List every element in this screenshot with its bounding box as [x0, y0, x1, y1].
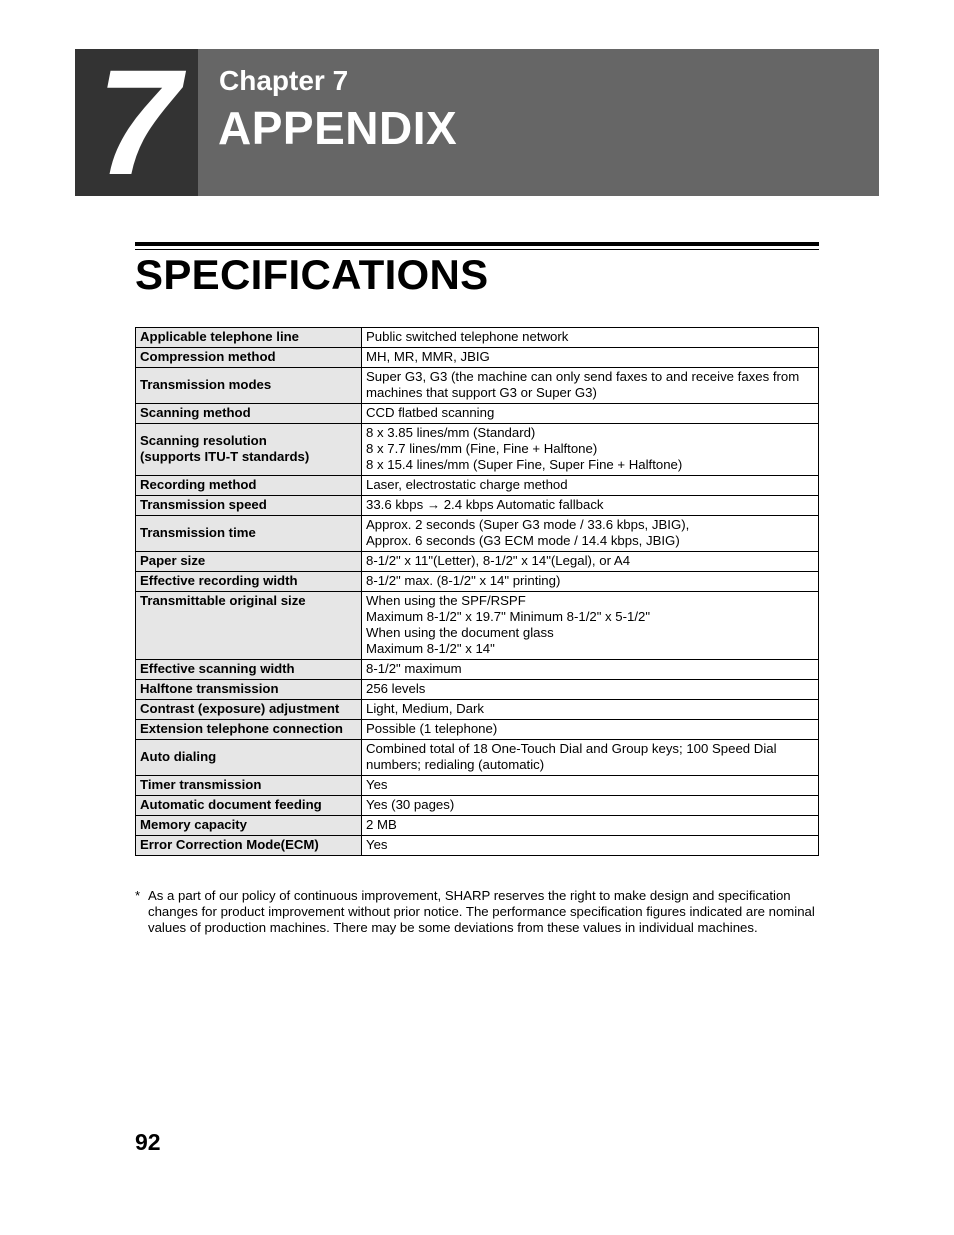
- spec-label: Contrast (exposure) adjustment: [136, 700, 362, 720]
- spec-value: 33.6 kbps → 2.4 kbps Automatic fallback: [362, 496, 819, 516]
- spec-label: Transmittable original size: [136, 592, 362, 660]
- footnote-text: As a part of our policy of continuous improvement, SHARP reserves the right to make design and specification changes for product improvement without prior notice. The performance specification figures indicated are nominal values of production machines. There may be some deviations from these values in individual machines.: [148, 888, 815, 935]
- spec-value: 8-1/2" maximum: [362, 660, 819, 680]
- spec-label: Error Correction Mode(ECM): [136, 836, 362, 856]
- specifications-table: [135, 327, 819, 856]
- spec-label: Transmission speed: [136, 496, 362, 516]
- specifications-table-body: [136, 328, 819, 856]
- spec-value: Yes: [362, 776, 819, 796]
- footnote-mark: *: [135, 888, 141, 903]
- spec-value: 2 MB: [362, 816, 819, 836]
- table-row: [136, 816, 819, 836]
- section-title: SPECIFICATIONS: [135, 251, 489, 298]
- spec-label: Applicable telephone line: [136, 328, 362, 348]
- section-rule-thin: [135, 249, 819, 250]
- spec-value: When using the SPF/RSPF Maximum 8-1/2" x 19.7" Minimum 8-1/2" x 5-1/2" When using the document glass Maximum 8-1/2" x 14": [362, 592, 819, 660]
- table-row: [136, 796, 819, 816]
- table-row: [136, 476, 819, 496]
- table-row: [136, 348, 819, 368]
- table-row: [136, 404, 819, 424]
- spec-value: Possible (1 telephone): [362, 720, 819, 740]
- table-row: [136, 496, 819, 516]
- spec-label: Auto dialing: [136, 740, 362, 776]
- spec-value: 256 levels: [362, 680, 819, 700]
- chapter-title: APPENDIX: [218, 102, 458, 154]
- spec-value: Light, Medium, Dark: [362, 700, 819, 720]
- table-row: [136, 836, 819, 856]
- spec-label: Paper size: [136, 552, 362, 572]
- table-row: [136, 776, 819, 796]
- spec-label: Effective recording width: [136, 572, 362, 592]
- table-row: [136, 700, 819, 720]
- spec-label: Halftone transmission: [136, 680, 362, 700]
- table-row: [136, 680, 819, 700]
- spec-label: Automatic document feeding: [136, 796, 362, 816]
- spec-label: Scanning resolution (supports ITU-T standards): [136, 424, 362, 476]
- footnote: [135, 888, 825, 936]
- spec-value: Public switched telephone network: [362, 328, 819, 348]
- section-rule-thick: [135, 242, 819, 246]
- spec-value: Yes (30 pages): [362, 796, 819, 816]
- spec-value: Combined total of 18 One-Touch Dial and Group keys; 100 Speed Dial numbers; redialing (automatic): [362, 740, 819, 776]
- spec-value: CCD flatbed scanning: [362, 404, 819, 424]
- spec-value: Super G3, G3 (the machine can only send faxes to and receive faxes from machines that support G3 or Super G3): [362, 368, 819, 404]
- table-row: [136, 552, 819, 572]
- spec-label: Recording method: [136, 476, 362, 496]
- chapter-number: 7: [75, 49, 198, 196]
- table-row: [136, 720, 819, 740]
- spec-value: 8-1/2" max. (8-1/2" x 14" printing): [362, 572, 819, 592]
- spec-label: Timer transmission: [136, 776, 362, 796]
- spec-value: 8-1/2" x 11"(Letter), 8-1/2" x 14"(Legal), or A4: [362, 552, 819, 572]
- page-number: 92: [135, 1129, 161, 1155]
- table-row: [136, 368, 819, 404]
- spec-label: Effective scanning width: [136, 660, 362, 680]
- spec-label: Extension telephone connection: [136, 720, 362, 740]
- table-row: [136, 592, 819, 660]
- spec-label: Transmission time: [136, 516, 362, 552]
- spec-label: Compression method: [136, 348, 362, 368]
- table-row: [136, 516, 819, 552]
- spec-value: Yes: [362, 836, 819, 856]
- spec-label: Transmission modes: [136, 368, 362, 404]
- table-row: [136, 660, 819, 680]
- chapter-banner: [75, 38, 879, 206]
- spec-value: Laser, electrostatic charge method: [362, 476, 819, 496]
- spec-value: MH, MR, MMR, JBIG: [362, 348, 819, 368]
- table-row: [136, 424, 819, 476]
- spec-label: Scanning method: [136, 404, 362, 424]
- spec-value: Approx. 2 seconds (Super G3 mode / 33.6 kbps, JBIG), Approx. 6 seconds (G3 ECM mode / 14.4 kbps, JBIG): [362, 516, 819, 552]
- table-row: [136, 572, 819, 592]
- chapter-label: Chapter 7: [219, 65, 349, 96]
- table-row: [136, 740, 819, 776]
- table-row: [136, 328, 819, 348]
- spec-value: 8 x 3.85 lines/mm (Standard) 8 x 7.7 lines/mm (Fine, Fine + Halftone) 8 x 15.4 lines/mm (Super Fine, Super Fine + Halftone): [362, 424, 819, 476]
- spec-label: Memory capacity: [136, 816, 362, 836]
